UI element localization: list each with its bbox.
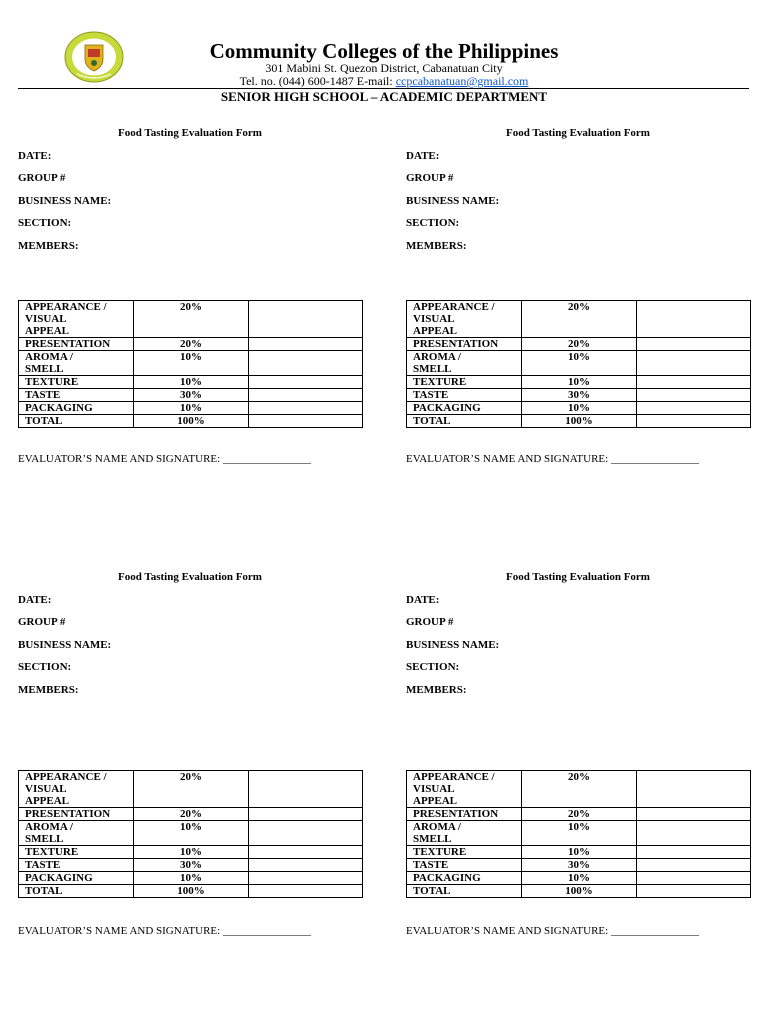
section-field: SECTION: [406,217,460,229]
evaluator-signature-line: EVALUATOR’S NAME AND SIGNATURE: ________________ [406,453,699,465]
criterion-weight: 20% [522,301,637,338]
score-cell[interactable] [249,415,363,428]
evaluation-form-bottom-left [18,570,362,975]
score-cell[interactable] [249,821,363,846]
criterion-weight: 20% [522,808,637,821]
criterion-weight: 100% [522,885,637,898]
evaluation-form-top-left [18,126,362,531]
criterion-weight: 10% [134,402,249,415]
table-row [19,415,363,428]
department-title: SENIOR HIGH SCHOOL – ACADEMIC DEPARTMENT [220,89,548,104]
criterion-weight: 10% [522,872,637,885]
evaluator-signature-line: EVALUATOR’S NAME AND SIGNATURE: ________________ [406,925,699,937]
date-field: DATE: [18,150,52,162]
criterion-label: AROMA / SMELL [407,821,522,846]
section-field: SECTION: [18,217,72,229]
criterion-label: PRESENTATION [19,338,134,351]
criterion-weight: 20% [134,808,249,821]
score-cell[interactable] [637,389,751,402]
college-title: Community Colleges of the Philippines [209,39,559,63]
criteria-table [18,300,363,428]
evaluator-signature-line: EVALUATOR’S NAME AND SIGNATURE: ________________ [18,925,311,937]
score-cell[interactable] [637,885,751,898]
table-row [19,846,363,859]
criterion-weight: 20% [522,338,637,351]
email-link[interactable]: ccpcabanatuan@gmail.com [395,74,529,88]
criterion-label: TOTAL [19,415,134,428]
table-row [407,351,751,376]
criterion-weight: 20% [134,301,249,338]
criteria-table [18,770,363,898]
table-row [407,338,751,351]
criterion-label: TASTE [19,389,134,402]
table-row [407,872,751,885]
score-cell[interactable] [637,872,751,885]
table-row [19,402,363,415]
section-field: SECTION: [18,661,72,673]
table-row [407,415,751,428]
table-row [407,859,751,872]
table-row [407,821,751,846]
table-row [407,771,751,808]
score-cell[interactable] [637,771,751,808]
table-row [19,376,363,389]
table-row [19,389,363,402]
table-row [407,885,751,898]
evaluation-form-bottom-right [406,570,750,975]
score-cell[interactable] [249,808,363,821]
table-row [19,301,363,338]
business-name-field: BUSINESS NAME: [406,195,500,207]
criterion-weight: 100% [522,415,637,428]
criterion-weight: 100% [134,415,249,428]
score-cell[interactable] [637,402,751,415]
criterion-weight: 20% [134,338,249,351]
criterion-weight: 30% [522,859,637,872]
criteria-table [406,770,751,898]
table-row [19,351,363,376]
criterion-weight: 10% [522,846,637,859]
score-cell[interactable] [249,872,363,885]
score-cell[interactable] [249,338,363,351]
criterion-label: TASTE [407,859,522,872]
table-row [407,389,751,402]
table-row [407,301,751,338]
score-cell[interactable] [637,338,751,351]
table-row [19,859,363,872]
criterion-label: TOTAL [407,885,522,898]
score-cell[interactable] [249,859,363,872]
score-cell[interactable] [249,402,363,415]
score-cell[interactable] [637,859,751,872]
criterion-weight: 10% [522,376,637,389]
score-cell[interactable] [637,821,751,846]
criterion-weight: 30% [134,859,249,872]
table-row [19,885,363,898]
score-cell[interactable] [249,846,363,859]
evaluation-form-top-right [406,126,750,531]
members-field: MEMBERS: [406,684,467,696]
table-row [19,338,363,351]
criterion-label: TASTE [19,859,134,872]
criterion-label: PRESENTATION [19,808,134,821]
form-title: Food Tasting Evaluation Form [118,571,262,583]
criterion-label: PACKAGING [407,402,522,415]
members-field: MEMBERS: [18,684,79,696]
criterion-label: PRESENTATION [407,338,522,351]
business-name-field: BUSINESS NAME: [18,639,112,651]
score-cell[interactable] [637,351,751,376]
section-field: SECTION: [406,661,460,673]
date-field: DATE: [406,150,440,162]
table-row [407,846,751,859]
criterion-weight: 10% [134,376,249,389]
group-field: GROUP # [18,172,66,184]
evaluator-signature-line: EVALUATOR’S NAME AND SIGNATURE: ________________ [18,453,311,465]
criterion-weight: 10% [522,821,637,846]
criterion-weight: 20% [134,771,249,808]
criterion-label: APPEARANCE / VISUAL APPEAL [407,301,522,338]
criterion-label: APPEARANCE / VISUAL APPEAL [407,771,522,808]
score-cell[interactable] [249,351,363,376]
group-field: GROUP # [18,616,66,628]
criterion-label: AROMA / SMELL [407,351,522,376]
criterion-weight: 10% [134,821,249,846]
criterion-label: APPEARANCE / VISUAL APPEAL [19,301,134,338]
criteria-table [406,300,751,428]
criterion-label: AROMA / SMELL [19,351,134,376]
score-cell[interactable] [249,301,363,338]
members-field: MEMBERS: [406,240,467,252]
criterion-label: TEXTURE [407,846,522,859]
criterion-weight: 100% [134,885,249,898]
group-field: GROUP # [406,616,454,628]
criterion-label: TOTAL [407,415,522,428]
criterion-weight: 30% [522,389,637,402]
table-row [407,808,751,821]
criterion-weight: 30% [134,389,249,402]
criterion-label: TOTAL [19,885,134,898]
criterion-weight: 20% [522,771,637,808]
letterhead [0,0,768,110]
business-name-field: BUSINESS NAME: [406,639,500,651]
criterion-label: PRESENTATION [407,808,522,821]
score-cell[interactable] [637,301,751,338]
contact-line [0,74,768,88]
score-cell[interactable] [249,771,363,808]
table-row [407,402,751,415]
table-row [19,771,363,808]
members-field: MEMBERS: [18,240,79,252]
criterion-label: TEXTURE [19,846,134,859]
criterion-weight: 10% [134,846,249,859]
score-cell[interactable] [249,389,363,402]
score-cell[interactable] [637,415,751,428]
criterion-label: PACKAGING [407,872,522,885]
business-name-field: BUSINESS NAME: [18,195,112,207]
score-cell[interactable] [637,808,751,821]
form-title: Food Tasting Evaluation Form [506,571,650,583]
college-address: 301 Mabini St. Quezon District, Cabanatuan City [265,61,503,75]
form-title: Food Tasting Evaluation Form [506,127,650,139]
score-cell[interactable] [637,846,751,859]
criterion-weight: 10% [134,351,249,376]
table-row [407,376,751,389]
criterion-weight: 10% [522,402,637,415]
score-cell[interactable] [249,376,363,389]
score-cell[interactable] [637,376,751,389]
criterion-label: PACKAGING [19,872,134,885]
table-row [19,872,363,885]
criterion-label: AROMA / SMELL [19,821,134,846]
table-row [19,808,363,821]
criterion-label: TASTE [407,389,522,402]
score-cell[interactable] [249,885,363,898]
form-title: Food Tasting Evaluation Form [118,127,262,139]
criterion-label: TEXTURE [19,376,134,389]
table-row [19,821,363,846]
telephone-text: Tel. no. (044) 600-1487 E-mail: [239,74,396,88]
criterion-label: PACKAGING [19,402,134,415]
criterion-label: TEXTURE [407,376,522,389]
criterion-weight: 10% [522,351,637,376]
date-field: DATE: [18,594,52,606]
group-field: GROUP # [406,172,454,184]
criterion-label: APPEARANCE / VISUAL APPEAL [19,771,134,808]
date-field: DATE: [406,594,440,606]
criterion-weight: 10% [134,872,249,885]
